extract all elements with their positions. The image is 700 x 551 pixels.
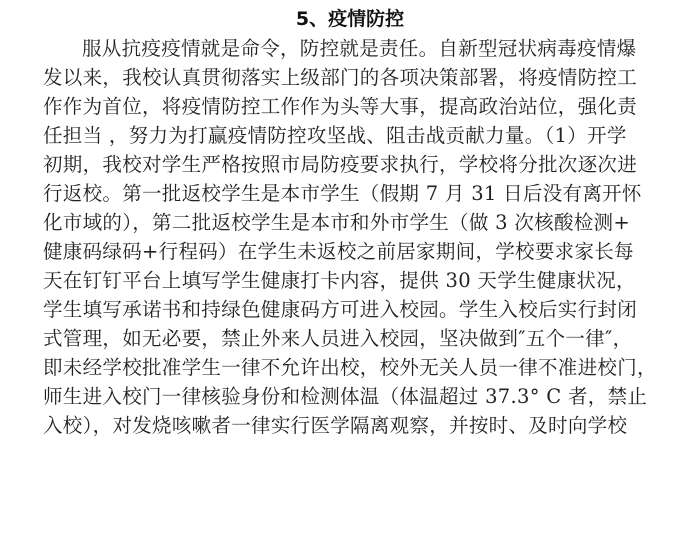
paragraph-line: 学生填写承诺书和持绿色健康码方可进入校园。学生入校后实行封闭	[43, 298, 638, 321]
paragraph-line: 式管理，如无必要，禁止外来人员进入校园，坚决做到″五个一律″，	[43, 327, 633, 350]
paragraph-line: 发以来，我校认真贯彻落实上级部门的各项决策部署，将疫情防控工	[43, 66, 638, 89]
paragraph-line: 即未经学校批准学生一律不允许出校，校外无关人员一律不准进校门，	[43, 356, 657, 379]
paragraph-line: 作作为首位，将疫情防控工作作为头等大事，提高政治站位，强化责	[43, 95, 638, 118]
paragraph-line: 化市域的），第二批返校学生是本市和外市学生（做 3 次核酸检测+	[43, 211, 630, 234]
paragraph-line: 服从抗疫疫情就是命令，防控就是责任。自新型冠状病毒疫情爆	[82, 37, 637, 60]
paragraph-line: 天在钉钉平台上填写学生健康打卡内容，提供 30 天学生健康状况，	[43, 269, 636, 292]
document-body	[43, 34, 657, 440]
paragraph-line: 师生进入校门一律核验身份和检测体温（体温超过 37.3° C 者，禁止	[43, 385, 648, 408]
paragraph-line: 入校），对发烧咳嗽者一律实行医学隔离观察，并按时、及时向学校	[43, 414, 628, 437]
paragraph-line: 健康码绿码+行程码）在学生未返校之前居家期间，学校要求家长每	[43, 240, 634, 263]
paragraph-line: 任担当 ，努力为打赢疫情防控攻坚战、阻击战贡献力量。（1）开学	[43, 124, 627, 147]
paragraph-line: 初期，我校对学生严格按照市局防疫要求执行，学校将分批次逐次进	[43, 153, 638, 176]
paragraph-line: 行返校。第一批返校学生是本市学生（假期 7 月 31 日后没有离开怀	[43, 182, 642, 205]
section-title: 5、疫情防控	[295, 8, 405, 30]
